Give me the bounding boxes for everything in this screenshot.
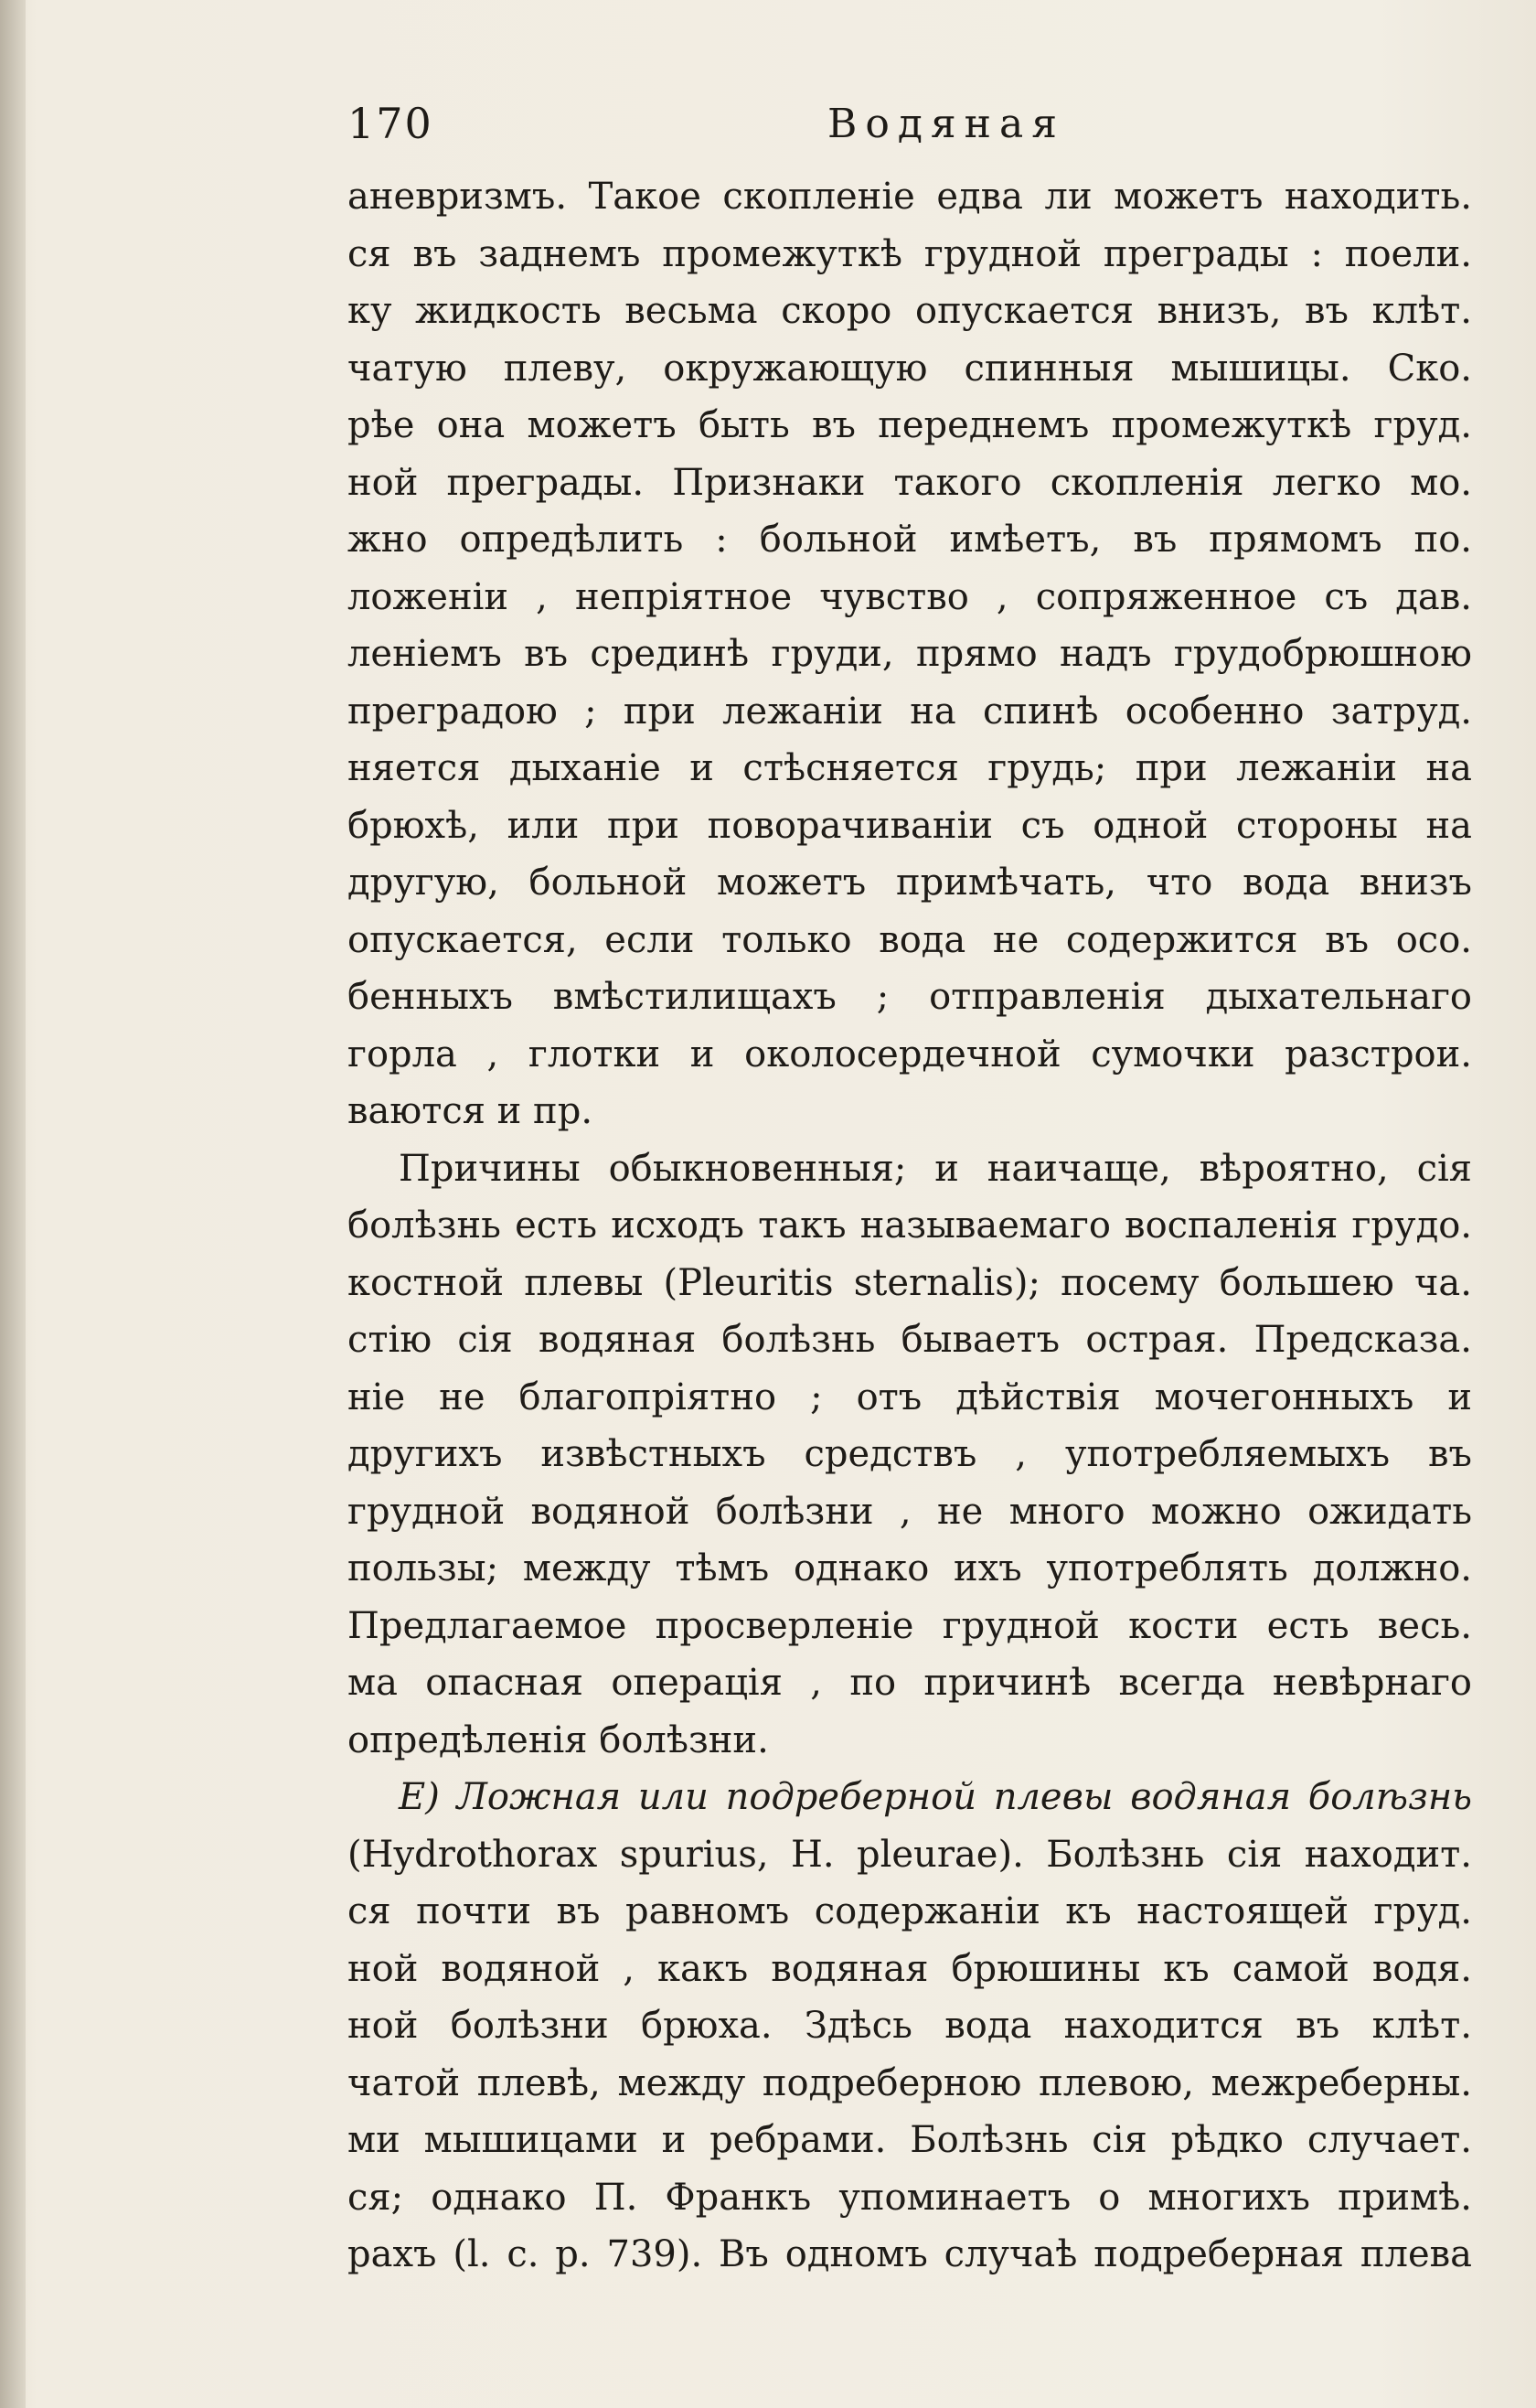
text-line: аневризмъ. Такое скопленіе едва ли можетъ находить. [347,176,1472,218]
running-head: Водяная [827,101,1065,147]
text-line: рахъ (l. c. p. 739). Въ одномъ случаѣ подреберная плева [347,2233,1472,2275]
text-line: стію сія водяная болѣзнь бываетъ острая. Предсказа. [347,1319,1472,1361]
text-line: другихъ извѣстныхъ средствъ , употребляемыхъ въ [347,1433,1472,1475]
text-line: ся въ заднемъ промежуткѣ грудной преграды : поели. [347,232,1472,275]
text-line: ложеніи , непріятное чувство , сопряженное съ дав. [347,575,1472,618]
text-line: Предлагаемое просверленіе грудной кости есть весь. [347,1604,1472,1647]
text-line: горла , глотки и околосердечной сумочки разстрои. [347,1033,1472,1076]
body-text [347,168,1472,2284]
text-line: ной болѣзни брюха. Здѣсь вода находится въ клѣт. [347,2005,1472,2047]
text-line: грудной водяной болѣзни , не много можно ожидать [347,1490,1472,1533]
page-header [347,99,1472,163]
text-line: леніемъ въ срединѣ груди, прямо надъ грудобрюшною [347,633,1472,675]
text-line: преградою ; при лежаніи на спинѣ особенно затруд. [347,690,1472,733]
binding-gutter [0,0,26,2408]
page-number: 170 [347,99,433,148]
text-line: ма опасная операція , по причинѣ всегда невѣрнаго [347,1662,1472,1704]
text-line: ной преграды. Признаки такого скопленія легко мо. [347,461,1472,504]
paragraph-start-line: Причины обыкновенныя; и наичаще, вѣроятно, сія [399,1147,1472,1190]
text-line: ся почти въ равномъ содержаніи къ настоящей груд. [347,1890,1472,1932]
text-line: жно опредѣлить : больной имѣетъ, въ прямомъ по. [347,519,1472,561]
text-line: другую, больной можетъ примѣчать, что вода внизъ [347,862,1472,904]
text-line: костной плевы (Pleuritis sternalis); посему большею ча. [347,1261,1472,1304]
text-line: ми мышицами и ребрами. Болѣзнь сія рѣдко случает. [347,2119,1472,2161]
text-line: рѣе она можетъ быть въ переднемъ промежуткѣ груд. [347,404,1472,446]
text-line: бенныхъ вмѣстилищахъ ; отправленія дыхательнаго [347,976,1472,1018]
text-line: чатую плеву, окружающую спинныя мышицы. Ско. [347,347,1472,390]
text-line: ся; однако П. Франкъ упоминаетъ о многихъ примѣ. [347,2176,1472,2219]
text-line: ку жидкость весьма скоро опускается внизъ, въ клѣт. [347,290,1472,332]
text-line: брюхѣ, или при поворачиваніи съ одной стороны на [347,804,1472,847]
text-line: болѣзнь есть исходъ такъ называемаго воспаленія грудо. [347,1204,1472,1247]
text-line: чатой плевѣ, между подреберною плевою, межреберны. [347,2061,1472,2104]
text-line: (Hydrothorax spurius, H. pleurae). Болѣзнь сія находит. [347,1833,1472,1876]
text-line: ваются и пр. [347,1090,593,1132]
text-line: ніе не благопріятно ; отъ дѣйствія мочегонныхъ и [347,1375,1472,1418]
text-line: ной водяной , какъ водяная брюшины къ самой водя. [347,1947,1472,1990]
text-line: опредѣленія болѣзни. [347,1718,769,1761]
text-line: пользы; между тѣмъ однако ихъ употреблять должно. [347,1547,1472,1589]
section-heading-line: Е) Ложная или подреберной плевы водяная болѣзнь [399,1776,1472,1818]
text-line: няется дыханіе и стѣсняется грудь; при лежаніи на [347,747,1472,789]
text-line: опускается, если только вода не содержится въ осо. [347,918,1472,961]
